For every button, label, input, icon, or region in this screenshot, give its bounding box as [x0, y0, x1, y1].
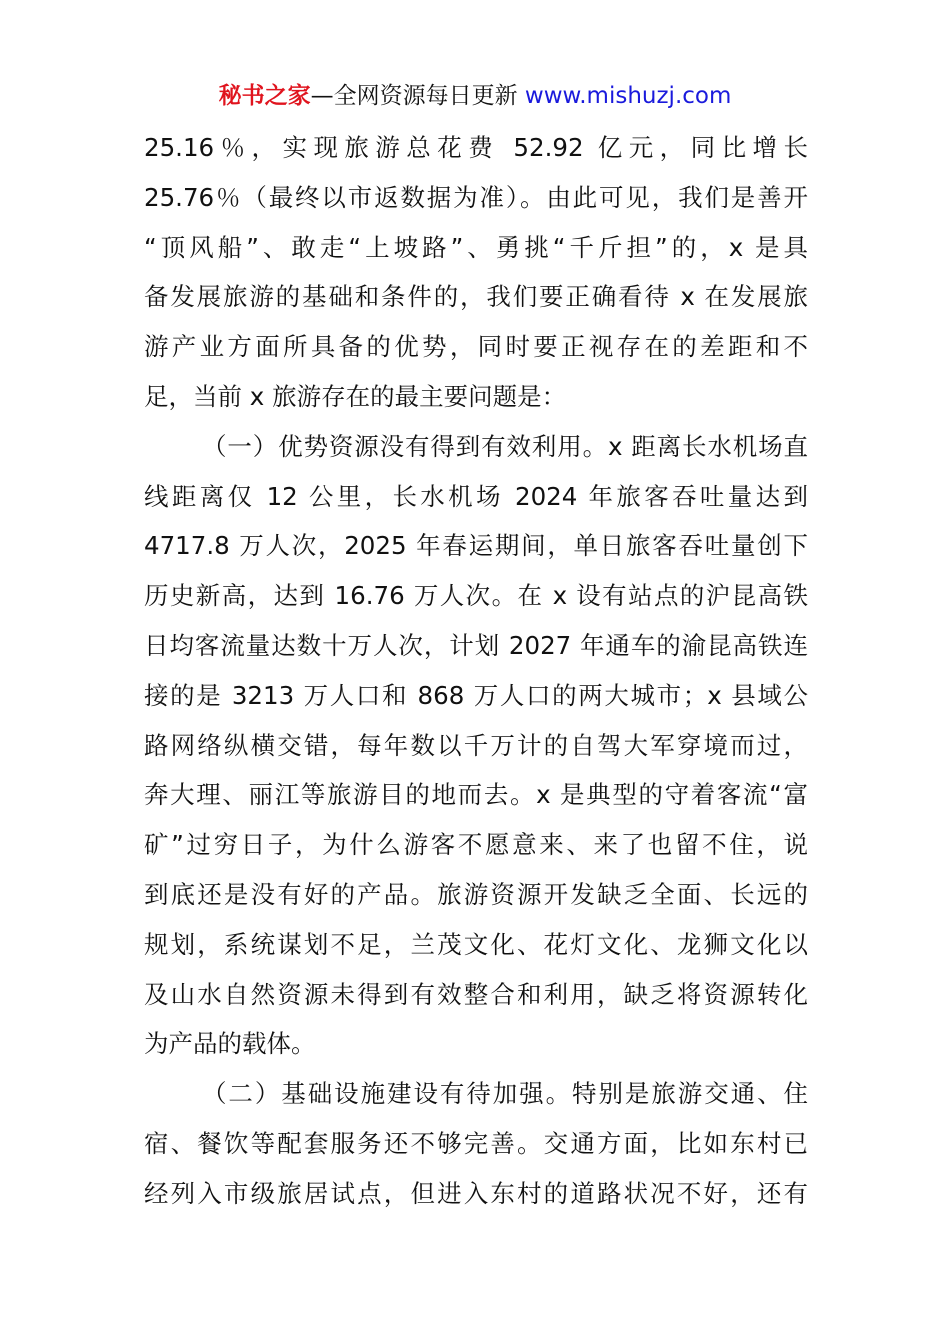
- text-line: 接的是 3213 万人口和 868 万人口的两大城市；x 县域公: [144, 680, 808, 710]
- text-line: 矿”过穷日子，为什么游客不愿意来、来了也留不住，说: [144, 830, 808, 860]
- text-line: 25.76％（最终以市返数据为准）。由此可见，我们是善开: [144, 182, 808, 212]
- text-line: 为产品的载体。: [144, 1029, 316, 1059]
- text-line: （一）优势资源没有得到有效利用。x 距离长水机场直: [202, 431, 808, 461]
- text-line: 到底还是没有好的产品。旅游资源开发缺乏全面、长远的: [144, 879, 808, 909]
- text-line: 宿、餐饮等配套服务还不够完善。交通方面，比如东村已: [144, 1128, 808, 1158]
- text-line: 经列入市级旅居试点，但进入东村的道路状况不好，还有: [144, 1178, 808, 1208]
- text-line: 规划，系统谋划不足，兰茂文化、花灯文化、龙狮文化以: [144, 929, 808, 959]
- text-line: 4717.8 万人次，2025 年春运期间，单日旅客吞吐量创下: [144, 531, 808, 561]
- text-line: 路网络纵横交错，每年数以千万计的自驾大军穿境而过，: [144, 730, 808, 760]
- header-site-url: www.mishuzj.com: [524, 83, 732, 109]
- text-line: 及山水自然资源未得到有效整合和利用，缺乏将资源转化: [144, 979, 808, 1009]
- text-line: 日均客流量达数十万人次，计划 2027 年通车的渝昆高铁连: [144, 630, 808, 660]
- text-line: 游产业方面所具备的优势，同时要正视存在的差距和不: [144, 332, 808, 362]
- page-header: [0, 78, 950, 114]
- document-body: [144, 128, 808, 1224]
- text-line: 奔大理、丽江等旅游目的地而去。x 是典型的守着客流“富: [144, 780, 808, 810]
- text-line: “顶风船”、敢走“上坡路”、勇挑“千斤担”的，x 是具: [144, 232, 808, 262]
- text-line: 备发展旅游的基础和条件的，我们要正确看待 x 在发展旅: [144, 282, 808, 312]
- header-brand: 秘书之家: [218, 83, 311, 109]
- text-line: （二）基础设施建设有待加强。特别是旅游交通、住: [202, 1079, 808, 1109]
- text-line: 25.16％，实现旅游总花费 52.92 亿元，同比增长: [144, 133, 808, 162]
- header-tagline: —全网资源每日更新: [310, 83, 518, 109]
- text-line: 线距离仅 12 公里，长水机场 2024 年旅客吞吐量达到: [144, 481, 808, 511]
- text-line: 历史新高，达到 16.76 万人次。在 x 设有站点的沪昆高铁: [144, 581, 808, 611]
- text-line: 足，当前 x 旅游存在的最主要问题是：: [144, 381, 567, 411]
